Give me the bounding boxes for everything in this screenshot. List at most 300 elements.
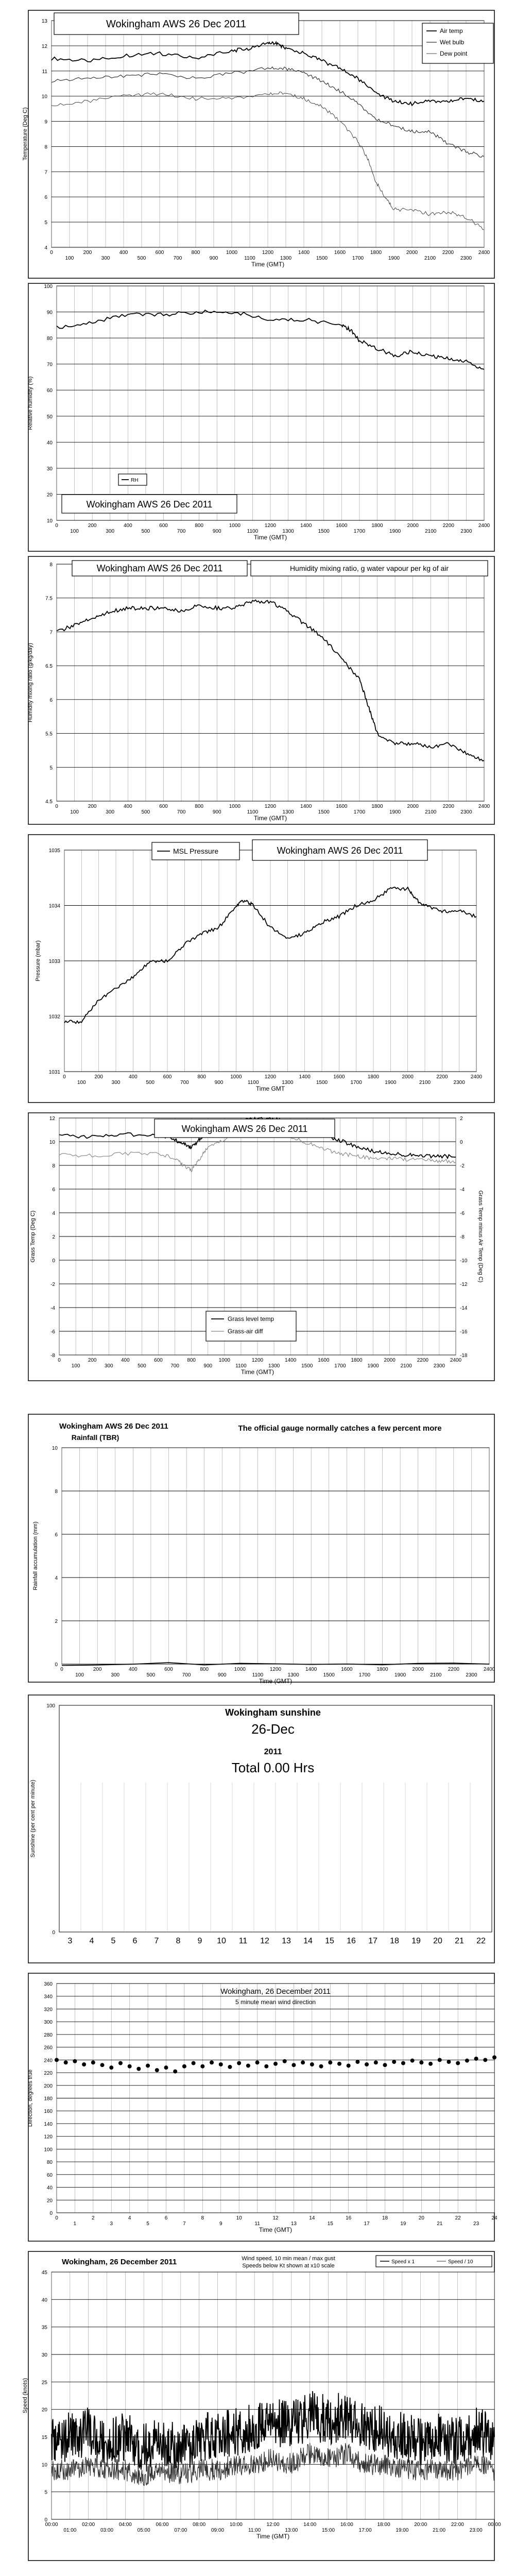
y-tick-label: 0: [52, 1930, 55, 1936]
data-point: [419, 2060, 423, 2064]
x-tick-label: 700: [170, 1363, 179, 1369]
x-tick-label: 9: [197, 1937, 202, 1945]
y2-tick-label: -6: [460, 1211, 465, 1216]
x-tick-label: 21: [455, 1937, 464, 1945]
y-tick-label: 260: [44, 2045, 53, 2051]
x-tick-label: 2300: [460, 256, 472, 261]
y-tick-label: 40: [46, 440, 53, 446]
year-label: 2011: [264, 1748, 282, 1756]
data-point: [410, 2059, 415, 2063]
x-tick-label: 1400: [300, 523, 312, 529]
x-tick-label: 02:00: [82, 2522, 95, 2528]
data-point: [55, 2058, 59, 2062]
y-tick-label: 6: [49, 697, 53, 703]
x-tick-label: 1200: [262, 250, 274, 256]
y-tick-label: 60: [46, 388, 53, 394]
y-tick-label: 40: [41, 2297, 47, 2303]
x-tick-label: 0: [55, 523, 58, 529]
x-axis-label: Time (GMT): [251, 261, 285, 268]
data-point: [109, 2065, 113, 2070]
x-tick-label: 1800: [367, 1074, 380, 1080]
x-tick-label: 1200: [264, 523, 277, 529]
data-point: [146, 2063, 150, 2067]
data-point: [155, 2068, 159, 2072]
x-tick-label: 23: [473, 2221, 479, 2227]
x-tick-label: 0: [58, 1358, 61, 1363]
x-tick-label: 1500: [323, 1672, 335, 1678]
data-point: [383, 2063, 387, 2067]
data-point: [246, 2063, 250, 2067]
x-tick-label: 3: [67, 1937, 73, 1945]
data-point: [301, 2060, 305, 2064]
x-tick-label: 600: [155, 250, 164, 256]
x-tick-label: 2400: [450, 1358, 462, 1363]
data-point: [164, 2065, 168, 2070]
x-tick-label: 500: [146, 1672, 156, 1678]
chart-9: [22, 2251, 501, 2561]
x-tick-label: 200: [94, 1074, 104, 1080]
x-tick-label: 1800: [376, 1667, 388, 1672]
y-tick-label: 20: [41, 2407, 47, 2413]
x-tick-label: 500: [141, 529, 150, 534]
x-tick-label: 13: [290, 2221, 297, 2227]
chart-subtitle: Humidity mixing ratio, g water vapour per kg of air: [289, 564, 449, 572]
chart-title: Wokingham AWS 26 Dec 2011: [181, 1124, 308, 1134]
x-tick-label: 2200: [417, 1358, 428, 1363]
x-tick-label: 1000: [229, 804, 241, 809]
x-tick-label: 2400: [478, 804, 490, 809]
x-tick-label: 200: [88, 523, 97, 529]
x-tick-label: 1500: [316, 256, 328, 261]
y-tick-label: 10: [52, 1446, 58, 1451]
y-tick-label: 240: [44, 2058, 53, 2064]
x-tick-label: 8: [201, 2215, 204, 2221]
x-tick-label: 1600: [333, 1074, 345, 1080]
x-tick-label: 1: [73, 2221, 77, 2227]
x-tick-label: 10:00: [229, 2522, 243, 2528]
data-point: [483, 2058, 487, 2062]
y-tick-label: 13: [41, 19, 47, 24]
y-tick-label: -8: [50, 1353, 55, 1359]
x-tick-label: 6: [132, 1937, 138, 1945]
chart-3: [27, 556, 494, 824]
chart-subtitle: Rainfall (TBR): [71, 1433, 119, 1442]
x-tick-label: 1300: [282, 809, 294, 815]
x-tick-label: 1900: [389, 529, 401, 534]
y-axis-label: Pressure (mbar): [35, 940, 41, 981]
data-point: [310, 2062, 314, 2066]
y-tick-label: 1031: [48, 1070, 60, 1075]
y-tick-label: 6.5: [45, 664, 53, 670]
data-point: [73, 2059, 77, 2063]
legend-label: Grass-air diff: [228, 1328, 263, 1335]
y2-tick-label: -10: [460, 1258, 468, 1264]
x-tick-label: 300: [101, 256, 110, 261]
x-tick-label: 1100: [235, 1363, 247, 1369]
x-tick-label: 9: [219, 2221, 222, 2227]
y-tick-label: 60: [46, 2172, 53, 2178]
x-tick-label: 2400: [483, 1667, 495, 1672]
y-tick-label: 7: [44, 170, 47, 176]
data-point: [401, 2061, 405, 2065]
y-tick-label: 8: [44, 144, 47, 150]
data-point: [182, 2064, 186, 2069]
x-tick-label: 2200: [442, 523, 454, 529]
y-tick-label: 50: [46, 414, 53, 420]
x-tick-label: 500: [138, 1363, 146, 1369]
x-tick-label: 1700: [353, 529, 366, 534]
x-tick-label: 14: [303, 1937, 313, 1945]
x-tick-label: 1900: [389, 809, 401, 815]
x-tick-label: 2300: [460, 529, 472, 534]
x-tick-label: 2100: [400, 1363, 412, 1369]
chart-title: Wokingham AWS 26 Dec 2011: [59, 1422, 168, 1431]
chart-1: [22, 10, 494, 278]
x-tick-label: 20: [418, 2215, 424, 2221]
x-tick-label: 400: [119, 250, 128, 256]
x-tick-label: 1700: [334, 1363, 346, 1369]
x-tick-label: 1100: [247, 529, 259, 534]
chart-2: [27, 283, 494, 551]
data-point: [355, 2060, 359, 2064]
y-tick-label: 6: [52, 1187, 55, 1193]
y-axis-label: Speed (knots): [22, 2378, 28, 2414]
y-axis-label: Rainfall accumulation (mm): [32, 1521, 39, 1590]
x-tick-label: 21: [437, 2221, 443, 2227]
chart-title: Wokingham AWS 26 Dec 2011: [96, 563, 223, 573]
x-tick-label: 2400: [470, 1074, 483, 1080]
x-tick-label: 18:00: [377, 2522, 390, 2528]
x-tick-label: 11: [254, 2221, 260, 2227]
x-axis-label: Time (GMT): [259, 2226, 293, 2233]
x-tick-label: 14: [309, 2215, 315, 2221]
y-tick-label: 10: [49, 1140, 55, 1145]
data-point: [474, 2057, 478, 2061]
y-tick-label: 8: [55, 1489, 58, 1495]
x-tick-label: 0: [55, 804, 58, 809]
x-tick-label: 15: [327, 2221, 333, 2227]
x-tick-label: 2300: [453, 1080, 465, 1086]
x-tick-label: 1800: [351, 1358, 363, 1363]
x-tick-label: 400: [128, 1667, 138, 1672]
x-axis-label: Time GMT: [255, 1085, 285, 1092]
x-tick-label: 200: [88, 1358, 97, 1363]
data-point: [228, 2065, 232, 2069]
x-tick-label: 900: [203, 1363, 213, 1369]
x-axis-label: Time (GMT): [253, 815, 287, 822]
y-tick-label: 10: [41, 2462, 47, 2468]
x-tick-label: 800: [187, 1358, 196, 1363]
x-tick-label: 5: [146, 2221, 149, 2227]
x-tick-label: 400: [123, 523, 132, 529]
x-tick-label: 2000: [406, 250, 418, 256]
y-tick-label: 300: [44, 2020, 53, 2026]
y-tick-label: 40: [46, 2185, 53, 2191]
legend-label: Air temp: [440, 27, 463, 35]
x-tick-label: 04:00: [118, 2522, 132, 2528]
x-tick-label: 2100: [419, 1080, 431, 1086]
chart-4: [28, 835, 494, 1103]
y-tick-label: 100: [46, 1703, 55, 1709]
y-tick-label: 340: [44, 1994, 53, 2000]
x-tick-label: 13:00: [285, 2528, 298, 2533]
x-tick-label: 700: [180, 1080, 189, 1086]
y-tick-label: 1032: [48, 1014, 60, 1020]
y2-axis-label: Grass Temp minus Air Temp (Deg C): [477, 1190, 484, 1283]
y-tick-label: 0: [55, 1662, 58, 1668]
x-tick-label: 0: [60, 1667, 63, 1672]
data-point: [210, 2060, 214, 2064]
x-tick-label: 2300: [466, 1672, 477, 1678]
data-point: [173, 2070, 177, 2074]
x-tick-label: 1300: [280, 256, 292, 261]
x-tick-label: 800: [191, 250, 200, 256]
y2-tick-label: 2: [460, 1116, 463, 1122]
x-tick-label: 10: [236, 2215, 242, 2221]
x-tick-label: 22: [455, 2215, 461, 2221]
x-tick-label: 500: [146, 1080, 155, 1086]
x-tick-label: 1700: [352, 256, 364, 261]
x-tick-label: 300: [106, 809, 115, 815]
y-axis-label: Relative humidity (%): [27, 376, 33, 430]
y-tick-label: 25: [41, 2380, 47, 2386]
x-tick-label: 1000: [230, 1074, 242, 1080]
x-tick-label: 800: [197, 1074, 207, 1080]
y-tick-label: 5: [44, 2489, 47, 2496]
y-tick-label: 2: [55, 1619, 58, 1624]
x-tick-label: 600: [159, 523, 168, 529]
y-tick-label: 11: [42, 69, 47, 75]
x-axis-label: Time (GMT): [241, 1368, 274, 1376]
x-tick-label: 700: [177, 529, 186, 534]
x-tick-label: 1300: [268, 1363, 280, 1369]
x-tick-label: 20: [433, 1937, 442, 1945]
legend-label: Dew point: [440, 50, 468, 57]
x-tick-label: 7: [183, 2221, 186, 2227]
x-tick-label: 1300: [282, 1080, 294, 1086]
data-point: [365, 2062, 369, 2066]
x-tick-label: 1200: [264, 1074, 277, 1080]
data-point: [136, 2067, 141, 2071]
y-tick-label: 9: [44, 119, 47, 125]
x-tick-label: 10: [217, 1937, 226, 1945]
x-tick-label: 1300: [282, 529, 294, 534]
x-tick-label: 07:00: [174, 2528, 187, 2533]
x-tick-label: 14:00: [303, 2522, 317, 2528]
y-axis-label: Direction, degrees true: [27, 2069, 33, 2127]
data-point: [291, 2063, 296, 2067]
x-tick-label: 700: [173, 256, 182, 261]
y-tick-label: 280: [44, 2032, 53, 2038]
x-tick-label: 400: [123, 804, 132, 809]
x-tick-label: 900: [217, 1672, 227, 1678]
x-tick-label: 900: [212, 529, 221, 534]
x-tick-label: 08:00: [193, 2522, 206, 2528]
y-tick-label: 6: [55, 1532, 58, 1538]
chart-6: [28, 1414, 495, 1685]
x-tick-label: 00:00: [45, 2522, 58, 2528]
y-tick-label: 12: [41, 43, 47, 49]
x-tick-label: 1400: [300, 804, 312, 809]
chart-title: Wokingham AWS 26 Dec 2011: [277, 845, 403, 856]
chart-title: Wokingham, 26 December 2011: [62, 2258, 177, 2266]
legend-label: Wet bulb: [440, 39, 465, 46]
y-tick-label: 15: [41, 2435, 47, 2441]
chart-5: [28, 1113, 494, 1381]
y2-tick-label: -4: [460, 1187, 465, 1193]
data-point: [200, 2064, 204, 2069]
y2-tick-label: -14: [460, 1306, 468, 1311]
x-tick-label: 00:00: [488, 2522, 501, 2528]
y-tick-label: 0: [52, 1258, 55, 1264]
x-tick-label: 1900: [367, 1363, 379, 1369]
x-tick-label: 19: [411, 1937, 421, 1945]
x-tick-label: 21:00: [432, 2528, 446, 2533]
data-point: [219, 2062, 223, 2066]
data-point: [100, 2063, 105, 2067]
x-tick-label: 2000: [384, 1358, 396, 1363]
y-tick-label: 4: [52, 1211, 55, 1216]
x-tick-label: 2: [92, 2215, 95, 2221]
data-point: [283, 2059, 287, 2063]
data-point: [447, 2060, 451, 2064]
x-tick-label: 15:00: [321, 2528, 335, 2533]
x-tick-label: 1600: [336, 804, 348, 809]
x-tick-label: 800: [195, 804, 204, 809]
legend-label: RH: [131, 478, 139, 483]
x-tick-label: 0: [50, 250, 53, 256]
data-point: [337, 2062, 341, 2066]
legend-label: Speed / 10: [448, 2259, 473, 2265]
x-tick-label: 1100: [247, 1080, 259, 1086]
x-tick-label: 11: [238, 1937, 248, 1945]
x-tick-label: 17: [368, 1937, 377, 1945]
x-tick-label: 19:00: [396, 2528, 409, 2533]
y-tick-label: 10: [46, 518, 53, 524]
x-tick-label: 200: [88, 804, 97, 809]
x-tick-label: 12:00: [266, 2522, 280, 2528]
x-tick-label: 600: [154, 1358, 163, 1363]
y-axis-label: Temperature (Deg C): [22, 107, 28, 161]
x-tick-label: 2100: [424, 256, 436, 261]
x-tick-label: 1800: [370, 250, 382, 256]
x-tick-label: 1900: [385, 1080, 397, 1086]
x-tick-label: 15: [325, 1937, 334, 1945]
y-tick-label: 2: [52, 1234, 55, 1240]
x-tick-label: 100: [71, 1363, 80, 1369]
x-tick-label: 100: [77, 1080, 86, 1086]
x-tick-label: 0: [63, 1074, 66, 1080]
y2-tick-label: 0: [460, 1140, 463, 1145]
x-tick-label: 2100: [425, 809, 437, 815]
y2-tick-label: -8: [460, 1234, 465, 1240]
x-tick-label: 17: [364, 2221, 370, 2227]
legend-label: MSL Pressure: [173, 847, 219, 855]
data-point: [255, 2060, 260, 2064]
x-tick-label: 300: [111, 1080, 121, 1086]
y-tick-label: 35: [41, 2325, 47, 2331]
data-point: [128, 2064, 132, 2069]
y-tick-label: -2: [50, 1282, 55, 1287]
x-tick-label: 2400: [478, 250, 490, 256]
y-tick-label: 90: [46, 310, 53, 316]
y2-tick-label: -12: [460, 1282, 468, 1287]
chart-title: Wokingham AWS 26 Dec 2011: [86, 499, 213, 510]
y-tick-label: 5: [44, 220, 47, 226]
x-tick-label: 900: [214, 1080, 224, 1086]
y-tick-label: 180: [44, 2096, 53, 2102]
y2-tick-label: -18: [460, 1353, 468, 1359]
data-point: [237, 2061, 241, 2065]
x-tick-label: 2200: [436, 1074, 448, 1080]
x-tick-label: 300: [111, 1672, 120, 1678]
y-tick-label: -6: [50, 1329, 55, 1335]
x-tick-label: 0: [55, 2215, 58, 2221]
x-tick-label: 1800: [371, 804, 383, 809]
x-tick-label: 700: [182, 1672, 191, 1678]
x-tick-label: 800: [200, 1667, 209, 1672]
x-tick-label: 1400: [299, 1074, 311, 1080]
chart-title: Wokingham, 26 December 2011: [220, 1987, 331, 1996]
chart-subtitle: 5 minute mean wind direction: [235, 1998, 316, 2006]
x-tick-label: 16:00: [340, 2522, 353, 2528]
data-point: [465, 2059, 469, 2063]
y-tick-label: 30: [41, 2352, 47, 2358]
y-tick-label: 7.5: [45, 596, 53, 602]
y-tick-label: 12: [49, 1116, 55, 1122]
x-tick-label: 1000: [226, 250, 238, 256]
y-axis-label: Humidity mixing ratio (g/kg/day): [27, 642, 33, 723]
x-tick-label: 1200: [269, 1667, 282, 1672]
y-tick-label: 6: [44, 195, 47, 201]
x-tick-label: 100: [75, 1672, 84, 1678]
legend-label: Speed x 1: [391, 2259, 415, 2265]
x-tick-label: 1200: [251, 1358, 264, 1363]
x-tick-label: 1500: [316, 1080, 328, 1086]
x-tick-label: 1000: [218, 1358, 230, 1363]
x-tick-label: 18: [390, 1937, 399, 1945]
chart-subtitle: Wind speed, 10 min mean / max gust: [242, 2256, 335, 2262]
x-tick-label: 1300: [287, 1672, 299, 1678]
x-tick-label: 1500: [318, 529, 330, 534]
x-axis-label: Time (GMT): [253, 534, 287, 541]
x-tick-label: 1800: [371, 523, 383, 529]
x-tick-label: 500: [141, 809, 150, 815]
x-tick-label: 1100: [252, 1672, 264, 1678]
x-tick-label: 2100: [425, 529, 437, 534]
x-tick-label: 900: [209, 256, 218, 261]
x-tick-label: 1500: [301, 1363, 313, 1369]
y-axis-label: Sunshine (per cent per minute): [30, 1780, 36, 1858]
x-tick-label: 1000: [234, 1667, 246, 1672]
y-tick-label: 5: [49, 765, 53, 771]
y-tick-label: 360: [44, 1981, 53, 1987]
x-tick-label: 2200: [442, 804, 454, 809]
x-tick-label: 300: [104, 1363, 113, 1369]
x-tick-label: 1400: [285, 1358, 297, 1363]
y-tick-label: 30: [46, 466, 53, 472]
x-tick-label: 900: [212, 809, 221, 815]
x-tick-label: 2000: [407, 523, 419, 529]
x-tick-label: 400: [121, 1358, 130, 1363]
x-tick-label: 18: [382, 2215, 388, 2221]
y-tick-label: 120: [44, 2134, 53, 2140]
y-tick-label: 220: [44, 2071, 53, 2077]
x-axis-label: Time (GMT): [256, 2533, 290, 2540]
x-tick-label: 11:00: [248, 2528, 261, 2533]
x-tick-label: 100: [70, 529, 79, 534]
x-tick-label: 1700: [350, 1080, 362, 1086]
